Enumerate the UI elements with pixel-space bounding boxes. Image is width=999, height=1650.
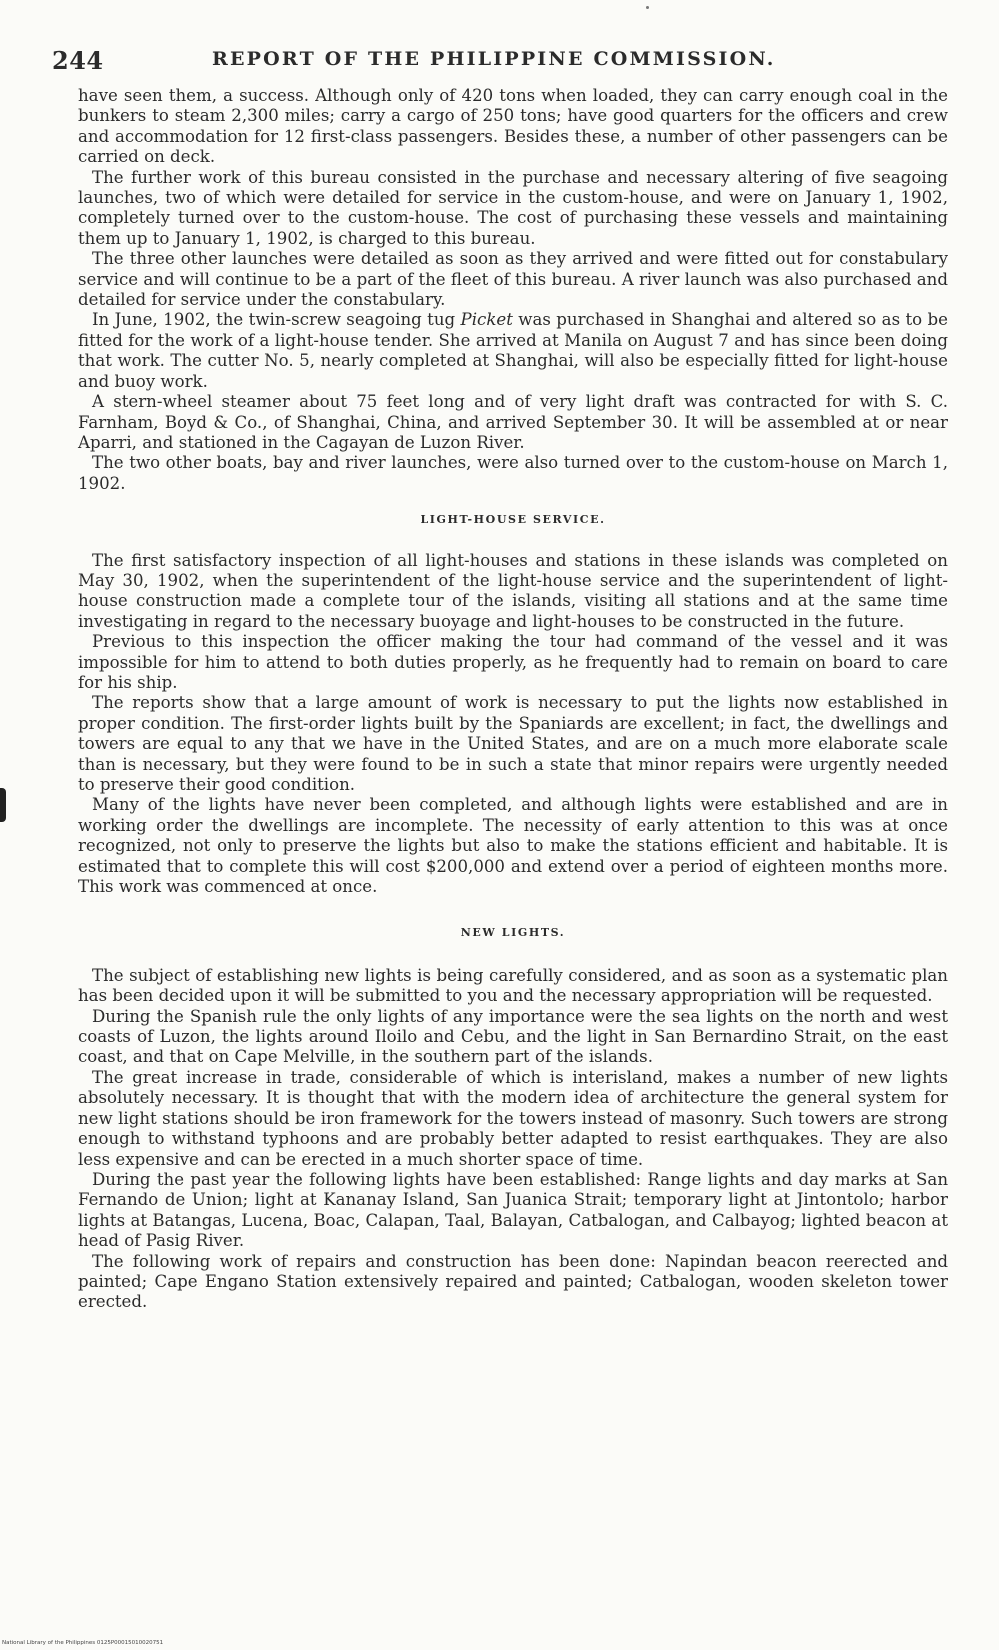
paragraph: During the past year the following lights have been established: Range lights and day marks at San Fernando de Union; light at Kananay Island, San Juanica Strait; temporary light at Jintontolo; harbor lights at Batangas, Lucena, Boac, Calapan, Taal, Balayan, Catbalogan, and Calbayog; lighted beacon at head of Pasig River. <box>78 1169 948 1251</box>
paragraph: The reports show that a large amount of work is necessary to put the lights now established in proper condition. The first-order lights built by the Spaniards are excellent; in fact, the dwellings and towers are equal to any that we have in the United States, and are on a much more elaborate scale than is necessary, but they were found to be in such a state that minor repairs were urgently needed to preserve their good condition. <box>78 693 948 794</box>
paragraph: Previous to this inspection the officer making the tour had command of the vessel and it was impossible for him to attend to both duties properly, as he frequently had to remain on board to care for his ship. <box>78 632 948 692</box>
vessel-name: Picket <box>460 310 513 330</box>
page-header <box>52 46 942 82</box>
body-text <box>78 86 948 1313</box>
running-head: REPORT OF THE PHILIPPINE COMMISSION. <box>212 48 776 70</box>
paragraph-text: was purchased in Shanghai and altered so as to be fitted for the work of a light-house tender. She arrived at Manila on August 7 and has since been doing that work. The cutter No. 5, nearly completed at Shanghai, will also be especially fitted for light-house and buoy work. <box>78 310 948 391</box>
paragraph: The following work of repairs and construction has been done: Napindan beacon reerected and painted; Cape Engano Station extensively repaired and painted; Catbalogan, wooden skeleton tower erected. <box>78 1251 948 1312</box>
paragraph: The great increase in trade, considerable of which is interisland, makes a number of new lights absolutely necessary. It is thought that with the modern idea of architecture the general system for new light stations should be iron framework for the towers instead of masonry. Such towers are strong enough to withstand typhoons and are probably better adapted to resist earthquakes. They are also less expensive and can be erected in a much shorter space of time. <box>78 1067 948 1169</box>
paragraph: The subject of establishing new lights is being carefully considered, and as soon as a systematic plan has been decided upon it will be submitted to you and the necessary appropriation will be requested. <box>78 965 948 1006</box>
paragraph: During the Spanish rule the only lights of any importance were the sea lights on the north and west coasts of Luzon, the lights around Iloilo and Cebu, and the light in San Bernardino Strait, on the east coast, and that on Cape Melville, in the southern part of the islands. <box>78 1006 948 1067</box>
section-heading-lighthouse-service: LIGHT-HOUSE SERVICE. <box>420 513 606 527</box>
paragraph-picket <box>78 310 948 392</box>
page-number: 244 <box>52 46 104 75</box>
paragraph: have seen them, a success. Although only of 420 tons when loaded, they can carry enough coal in the bunkers to steam 2,300 miles; carry a cargo of 250 tons; have good quarters for the officers and crew and accommodation for 12 first-class passengers. Besides these, a number of other passengers can be carried on deck. <box>78 86 948 167</box>
paragraph: The three other launches were detailed as soon as they arrived and were fitted out for constabulary service and will continue to be a part of the fleet of this bureau. A river launch was also purchased and detailed for service under the constabulary. <box>78 249 948 310</box>
paragraph-text: In June, 1902, the twin-screw seagoing tug <box>92 310 461 330</box>
scan-speck <box>646 6 649 9</box>
scan-footer: National Library of the Philippines 0125P00015010020751 <box>2 1640 164 1646</box>
paragraph: A stern-wheel steamer about 75 feet long and of very light draft was contracted for with S. C. Farnham, Boyd & Co., of Shanghai, China, and arrived September 30. It will be assembled at or near Aparri, and stationed in the Cagayan de Luzon River. <box>78 392 948 452</box>
section-heading-new-lights: NEW LIGHTS. <box>460 926 566 940</box>
paragraph: The further work of this bureau consisted in the purchase and necessary altering of five seagoing launches, two of which were detailed for service in the custom-house, and were on January 1, 1902, completely turned over to the custom-house. The cost of purchasing these vessels and maintaining them up to January 1, 1902, is charged to this bureau. <box>78 167 948 248</box>
paragraph: Many of the lights have never been completed, and although lights were established and are in working order the dwellings are incomplete. The necessity of early attention to this was at once recognized, not only to preserve the lights but also to make the stations efficient and habitable. It is estimated that to complete this will cost $200,000 and extend over a period of eighteen months more. This work was commenced at once. <box>78 795 948 897</box>
binding-edge-mark <box>0 788 6 822</box>
paragraph: The two other boats, bay and river launches, were also turned over to the custom-house on March 1, 1902. <box>78 453 948 493</box>
paragraph: The first satisfactory inspection of all light-houses and stations in these islands was completed on May 30, 1902, when the superintendent of the light-house service and the superintendent of light-house construction made a complete tour of the islands, visiting all stations and at the same time investigating in regard to the necessary buoyage and light-houses to be constructed in the future. <box>78 550 948 631</box>
